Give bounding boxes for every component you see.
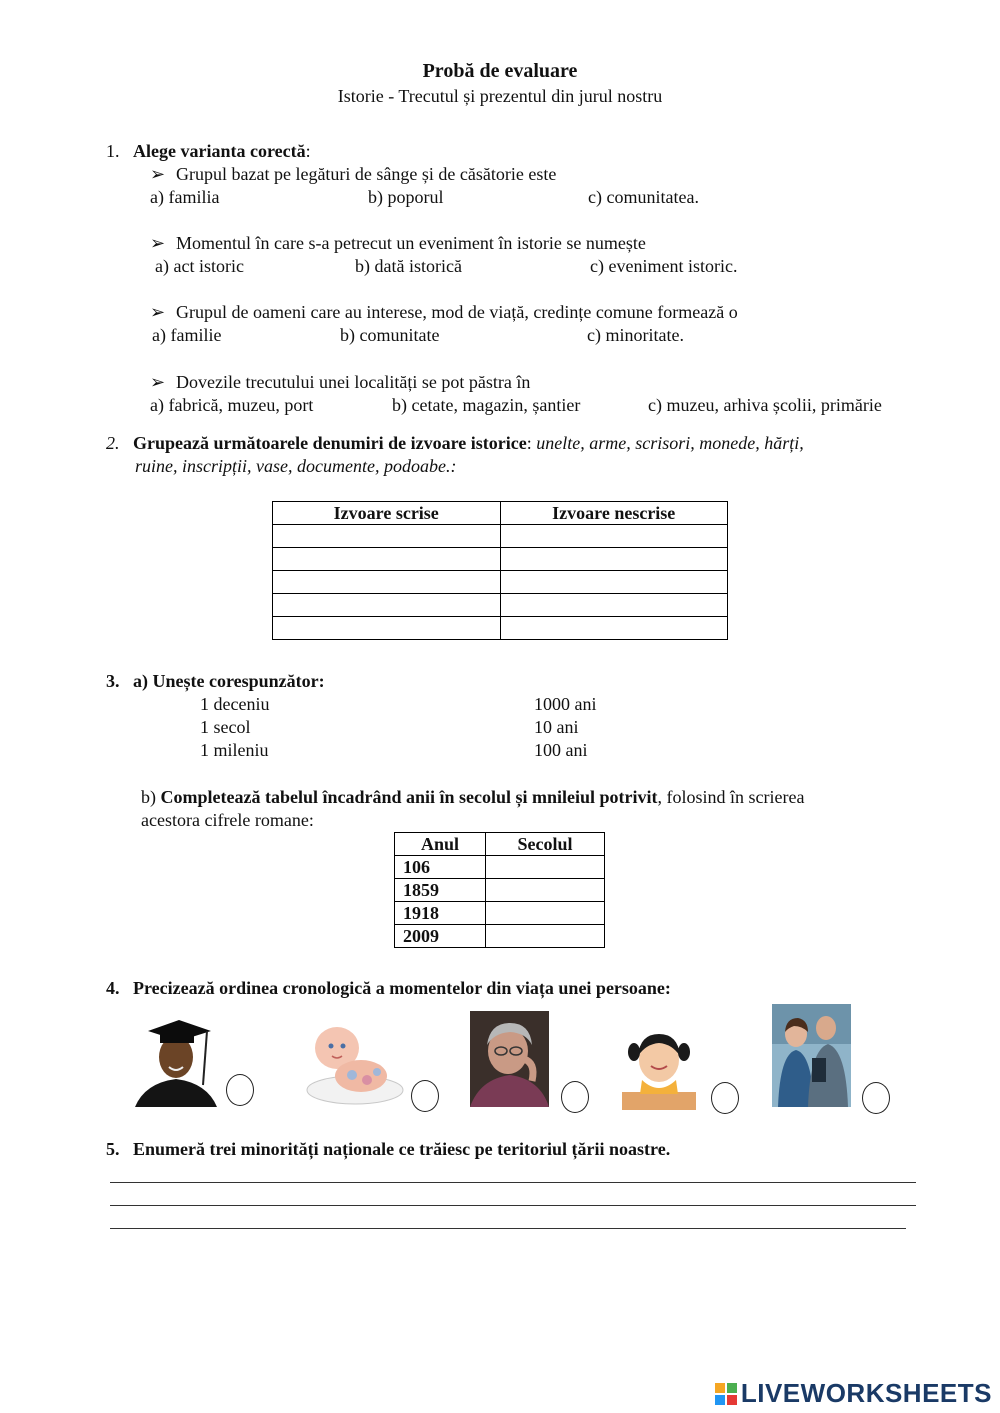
q1-item-1-option-c[interactable]: c) comunitatea. <box>588 187 699 207</box>
q3-header-century: Secolul <box>486 833 605 856</box>
q1-item-1-option-a[interactable]: a) familia <box>150 187 220 207</box>
table-row <box>395 902 605 925</box>
child-picture <box>622 1022 696 1110</box>
liveworksheets-logo <box>715 1378 992 1409</box>
q1-title: Alege varianta corectă <box>133 141 306 161</box>
q2-list-line2: ruine, inscripții, vase, documente, podoabe.: <box>135 456 457 476</box>
q1-item-4-option-c[interactable]: c) muzeu, arhiva școlii, primărie <box>648 395 882 415</box>
q3-b-instruction-line2: acestora cifrele romane: <box>141 810 314 830</box>
table-cell-input[interactable] <box>500 548 728 571</box>
q1-item-3-prompt: ➢ Grupul de oameni care au interese, mod de viață, credințe comune formează o <box>150 302 738 322</box>
q1-item-3-option-b[interactable]: b) comunitate <box>340 325 440 345</box>
order-circle-5[interactable] <box>862 1082 890 1114</box>
q2-header-unwritten: Izvoare nescrise <box>500 502 728 525</box>
q1-colon: : <box>305 141 311 161</box>
order-circle-3[interactable] <box>561 1081 589 1113</box>
table-cell-input[interactable] <box>273 594 501 617</box>
q2-title: Grupează următoarele denumiri de izvoare istorice <box>133 433 527 453</box>
q3-left-2[interactable]: 1 secol <box>200 717 251 737</box>
year-cell: 106 <box>395 856 486 879</box>
couple-picture <box>772 1004 851 1107</box>
q3-header-year: Anul <box>395 833 486 856</box>
liveworksheets-icon <box>715 1381 737 1403</box>
table-row <box>273 571 728 594</box>
liveworksheets-brand: LIVEWORKSHEETS <box>740 1378 992 1408</box>
q5-title: Enumeră trei minorități naționale ce trăiesc pe teritoriul țării noastre. <box>133 1139 671 1159</box>
arrow-bullet-icon: ➢ <box>150 302 166 322</box>
table-row <box>273 525 728 548</box>
q2-number: 2. <box>106 433 120 453</box>
answer-line-2[interactable] <box>110 1205 916 1206</box>
answer-line-3[interactable] <box>110 1228 906 1229</box>
table-cell-input[interactable] <box>273 617 501 640</box>
table-row <box>395 925 605 948</box>
q5-heading <box>106 1139 670 1160</box>
q1-item-3-option-a[interactable]: a) familie <box>152 325 222 345</box>
table-cell-input[interactable] <box>273 525 501 548</box>
q1-item-4-prompt: ➢ Dovezile trecutului unei localități se pot păstra în <box>150 372 531 392</box>
table-cell-input[interactable] <box>500 594 728 617</box>
q3-heading <box>106 671 325 692</box>
q1-item-2-prompt: ➢ Momentul în care s-a petrecut un eveniment în istorie se numește <box>150 233 646 253</box>
baby-picture <box>297 1018 407 1110</box>
century-input[interactable] <box>486 902 605 925</box>
year-cell: 2009 <box>395 925 486 948</box>
page-subtitle: Istorie - Trecutul și prezentul din jurul nostru <box>337 86 663 106</box>
q3-right-2[interactable]: 10 ani <box>534 717 579 737</box>
table-cell-input[interactable] <box>500 571 728 594</box>
q3-table <box>394 832 605 948</box>
arrow-bullet-icon: ➢ <box>150 164 166 184</box>
q3-right-3[interactable]: 100 ani <box>534 740 588 760</box>
order-circle-4[interactable] <box>711 1082 739 1114</box>
table-row <box>273 617 728 640</box>
q1-heading <box>106 141 311 162</box>
q2-table <box>272 501 728 640</box>
q3-number: 3. <box>106 671 120 691</box>
q3-title-a: a) Unește corespunzător: <box>133 671 325 691</box>
q2-header-written: Izvoare scrise <box>273 502 501 525</box>
arrow-bullet-icon: ➢ <box>150 233 166 253</box>
order-circle-2[interactable] <box>411 1080 439 1112</box>
q1-item-3-option-c[interactable]: c) minoritate. <box>587 325 684 345</box>
q4-number: 4. <box>106 978 120 998</box>
page-title: Probă de evaluare <box>422 60 578 82</box>
q2-colon: : <box>526 433 532 453</box>
q1-item-1-option-b[interactable]: b) poporul <box>368 187 444 207</box>
table-row <box>395 856 605 879</box>
q3-right-1[interactable]: 1000 ani <box>534 694 597 714</box>
q1-item-4-option-a[interactable]: a) fabrică, muzeu, port <box>150 395 314 415</box>
table-cell-input[interactable] <box>273 548 501 571</box>
century-input[interactable] <box>486 925 605 948</box>
q4-title: Precizează ordinea cronologică a momentelor din viața unei persoane: <box>133 978 671 998</box>
table-cell-input[interactable] <box>500 617 728 640</box>
q3-b-instruction: b) Completează tabelul încadrând anii în secolul și mnileiul potrivit, folosind în scrierea <box>141 787 805 807</box>
q1-item-2-option-b[interactable]: b) dată istorică <box>355 256 462 276</box>
century-input[interactable] <box>486 879 605 902</box>
q5-number: 5. <box>106 1139 120 1159</box>
arrow-bullet-icon: ➢ <box>150 372 166 392</box>
q1-number: 1. <box>106 141 120 161</box>
q1-item-4-option-b[interactable]: b) cetate, magazin, șantier <box>392 395 581 415</box>
table-cell-input[interactable] <box>500 525 728 548</box>
elderly-woman-picture <box>470 1011 549 1107</box>
table-row <box>273 594 728 617</box>
answer-line-1[interactable] <box>110 1182 916 1183</box>
table-row <box>395 879 605 902</box>
graduate-picture <box>135 1013 217 1107</box>
q2-heading <box>106 433 804 454</box>
q2-list-line1: unelte, arme, scrisori, monede, hărți, <box>536 433 804 453</box>
q4-heading <box>106 978 671 999</box>
year-cell: 1918 <box>395 902 486 925</box>
order-circle-1[interactable] <box>226 1074 254 1106</box>
table-cell-input[interactable] <box>273 571 501 594</box>
year-cell: 1859 <box>395 879 486 902</box>
q1-item-2-option-c[interactable]: c) eveniment istoric. <box>590 256 738 276</box>
q3-left-1[interactable]: 1 deceniu <box>200 694 270 714</box>
q1-item-2-option-a[interactable]: a) act istoric <box>155 256 244 276</box>
q3-left-3[interactable]: 1 mileniu <box>200 740 269 760</box>
q1-item-1-prompt: ➢ Grupul bazat pe legături de sânge și de căsătorie este <box>150 164 557 184</box>
table-row <box>273 548 728 571</box>
century-input[interactable] <box>486 856 605 879</box>
